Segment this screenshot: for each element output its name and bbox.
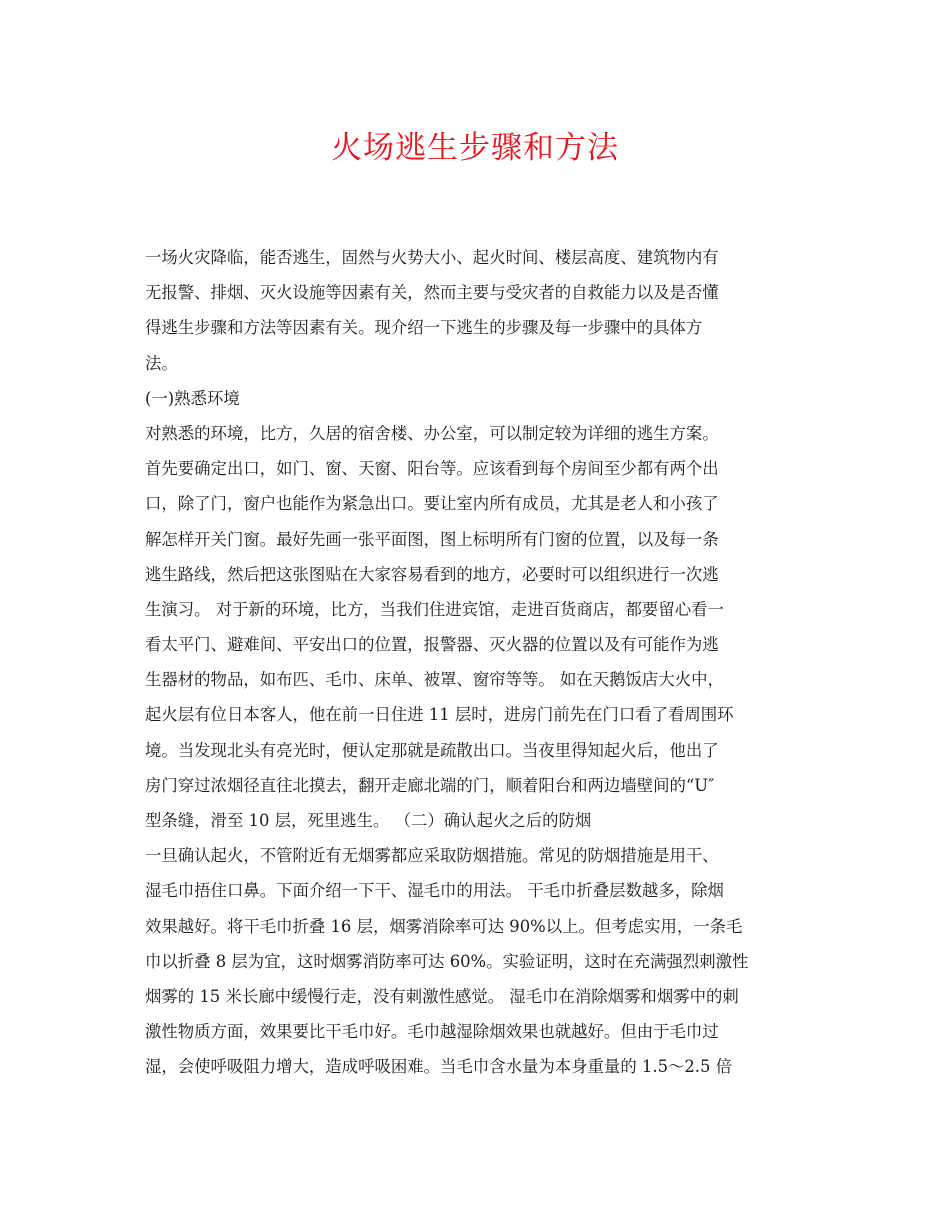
document-body [145,240,810,1085]
body-line: 首先要确定出口，如门、窗、天窗、阳台等。应该看到每个房间至少都有两个出 [145,459,719,479]
body-line: 型条缝，滑至 10 层，死里逃生。 （二）确认起火之后的防烟 [145,811,592,830]
body-line: 得逃生步骤和方法等因素有关。现介绍一下逃生的步骤及每一步骤中的具体方 [145,318,703,338]
body-line: 起火层有位日本客人，他在前一日住进 11 层时，进房门前先在门口看了看周围环 [145,705,734,725]
body-line: 境。当发现北头有亮光时，便认定那就是疏散出口。当夜里得知起火后，他出了 [145,740,719,760]
body-line: 一旦确认起火，不管附近有无烟雾都应采取防烟措施。常见的防烟措施是用干、 [145,846,719,866]
body-line: 解怎样开关门窗。最好先画一张平面图，图上标明所有门窗的位置，以及每一条 [145,529,719,549]
body-line: 湿毛巾捂住口鼻。下面介绍一下干、湿毛巾的用法。 干毛巾折叠层数越多，除烟 [145,881,724,901]
section-heading: (一)熟悉环境 [145,388,240,408]
body-line: 口，除了门，窗户也能作为紧急出口。要让室内所有成员，尤其是老人和小孩了 [145,494,719,514]
body-line: 生器材的物品，如布匹、毛巾、床单、被罩、窗帘等等。 如在天鹅饭店大火中， [145,670,724,690]
body-line: 逃生路线，然后把这张图贴在大家容易看到的地方，必要时可以组织进行一次逃 [145,564,719,584]
body-line: 生演习。 对于新的环境，比方，当我们住进宾馆，走进百货商店，都要留心看一 [145,599,724,619]
body-line: 烟雾的 15 米长廊中缓慢行走，没有刺激性感觉。 湿毛巾在消除烟雾和烟雾中的刺 [145,986,739,1006]
body-line: 湿，会使呼吸阻力增大，造成呼吸困难。当毛巾含水量为本身重量的 1.5～2.5 倍 [145,1057,733,1077]
body-line: 激性物质方面，效果要比干毛巾好。毛巾越湿除烟效果也就越好。但由于毛巾过 [145,1022,719,1042]
body-line: 一场火灾降临，能否逃生，固然与火势大小、起火时间、楼层高度、建筑物内有 [145,248,719,267]
body-line: 看太平门、避难间、平安出口的位置，报警器、灭火器的位置以及有可能作为逃 [145,635,719,655]
body-line: 无报警、排烟、灭火设施等因素有关，然而主要与受灾者的自救能力以及是否懂 [145,283,719,303]
body-line: 法。 [145,353,178,373]
body-line: 巾以折叠 8 层为宜，这时烟雾消防率可达 60%。实验证明，这时在充满强烈刺激性 [145,951,749,971]
body-line: 效果越好。将干毛巾折叠 16 层，烟雾消除率可达 90%以上。但考虑实用，一条毛 [145,916,743,936]
body-line: 房门穿过浓烟径直往北摸去，翻开走廊北端的门，顺着阳台和两边墙壁间的“U″ [145,775,715,795]
body-line: 对熟悉的环境，比方，久居的宿舍楼、办公室，可以制定较为详细的逃生方案。 [145,423,719,443]
document-title: 火场逃生步骤和方法 [331,130,619,166]
